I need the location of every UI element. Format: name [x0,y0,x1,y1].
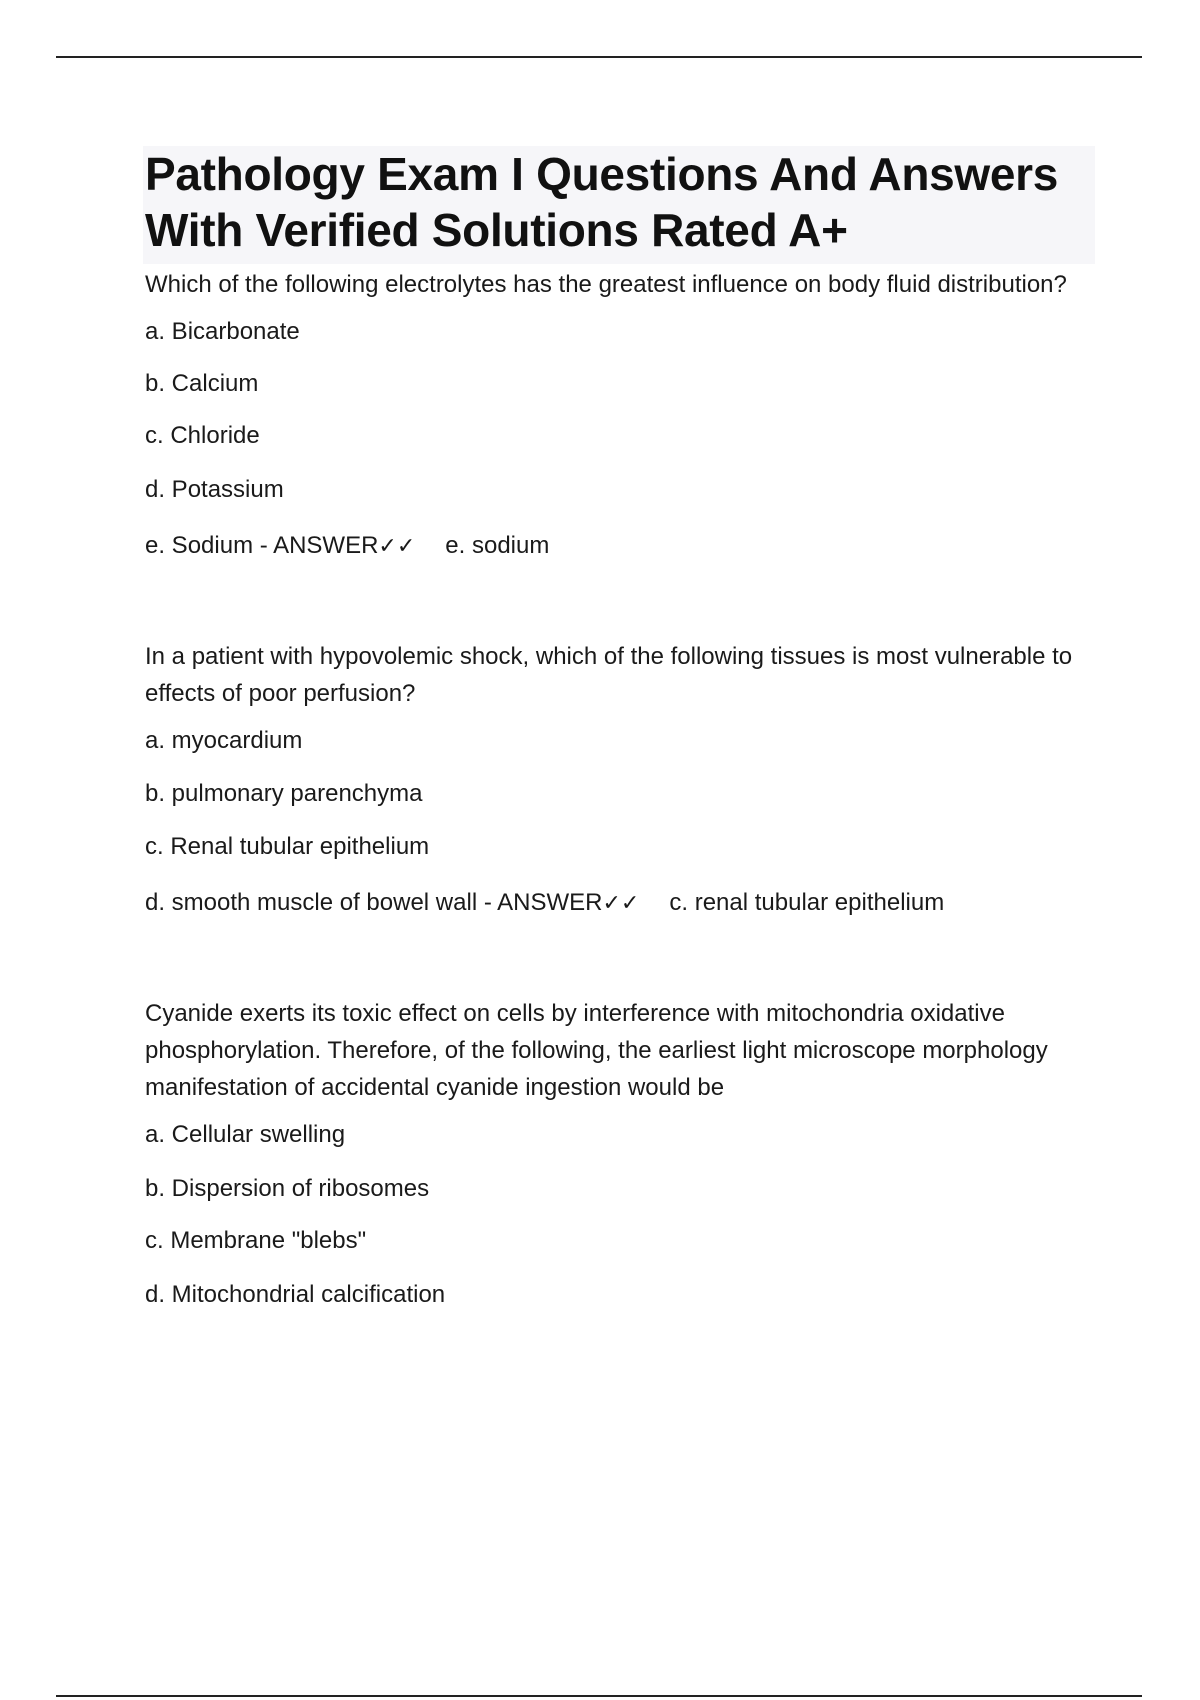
correct-answer: c. renal tubular epithelium [669,889,945,916]
correct-answer: e. sodium [445,532,550,559]
question-block-1 [145,266,1095,562]
option-c: c. Chloride [145,422,260,449]
page-title: Pathology Exam I Questions And Answers With Verified Solutions Rated A+ [145,148,1059,256]
option-e-answer: e. Sodium - ANSWER [145,532,379,559]
question-text: Cyanide exerts its toxic effect on cells by interference with mitochondria oxidative phosphorylation. Therefore, of the following, the earliest light microscope morphology manifestation of accidental cyanide ingestion would be [145,1000,1048,1101]
question-block-3 [145,995,1095,1310]
option-a: a. myocardium [145,727,303,754]
footer-rule [56,1695,1142,1697]
check-icon: ✓✓ [602,891,640,916]
option-d-answer: d. smooth muscle of bowel wall - ANSWER [145,889,603,916]
question-text: In a patient with hypovolemic shock, which of the following tissues is most vulnerable to effects of poor perfusion? [145,643,1073,707]
question-text: Which of the following electrolytes has the greatest influence on body fluid distribution? [145,271,1067,298]
answer-line [145,888,1095,919]
option-a: a. Cellular swelling [145,1121,346,1148]
option-b: b. Dispersion of ribosomes [145,1175,430,1202]
option-b: b. Calcium [145,370,259,397]
option-d: d. Mitochondrial calcification [145,1281,446,1308]
option-c: c. Renal tubular epithelium [145,833,430,860]
document-body [145,146,1095,1310]
title-block [143,146,1095,264]
option-c: c. Membrane "blebs" [145,1227,367,1254]
check-icon: ✓✓ [378,534,416,559]
header-rule [56,56,1142,58]
option-d: d. Potassium [145,476,284,503]
question-block-2 [145,638,1095,919]
option-a: a. Bicarbonate [145,318,300,345]
option-b: b. pulmonary parenchyma [145,780,423,807]
answer-line [145,531,1095,562]
